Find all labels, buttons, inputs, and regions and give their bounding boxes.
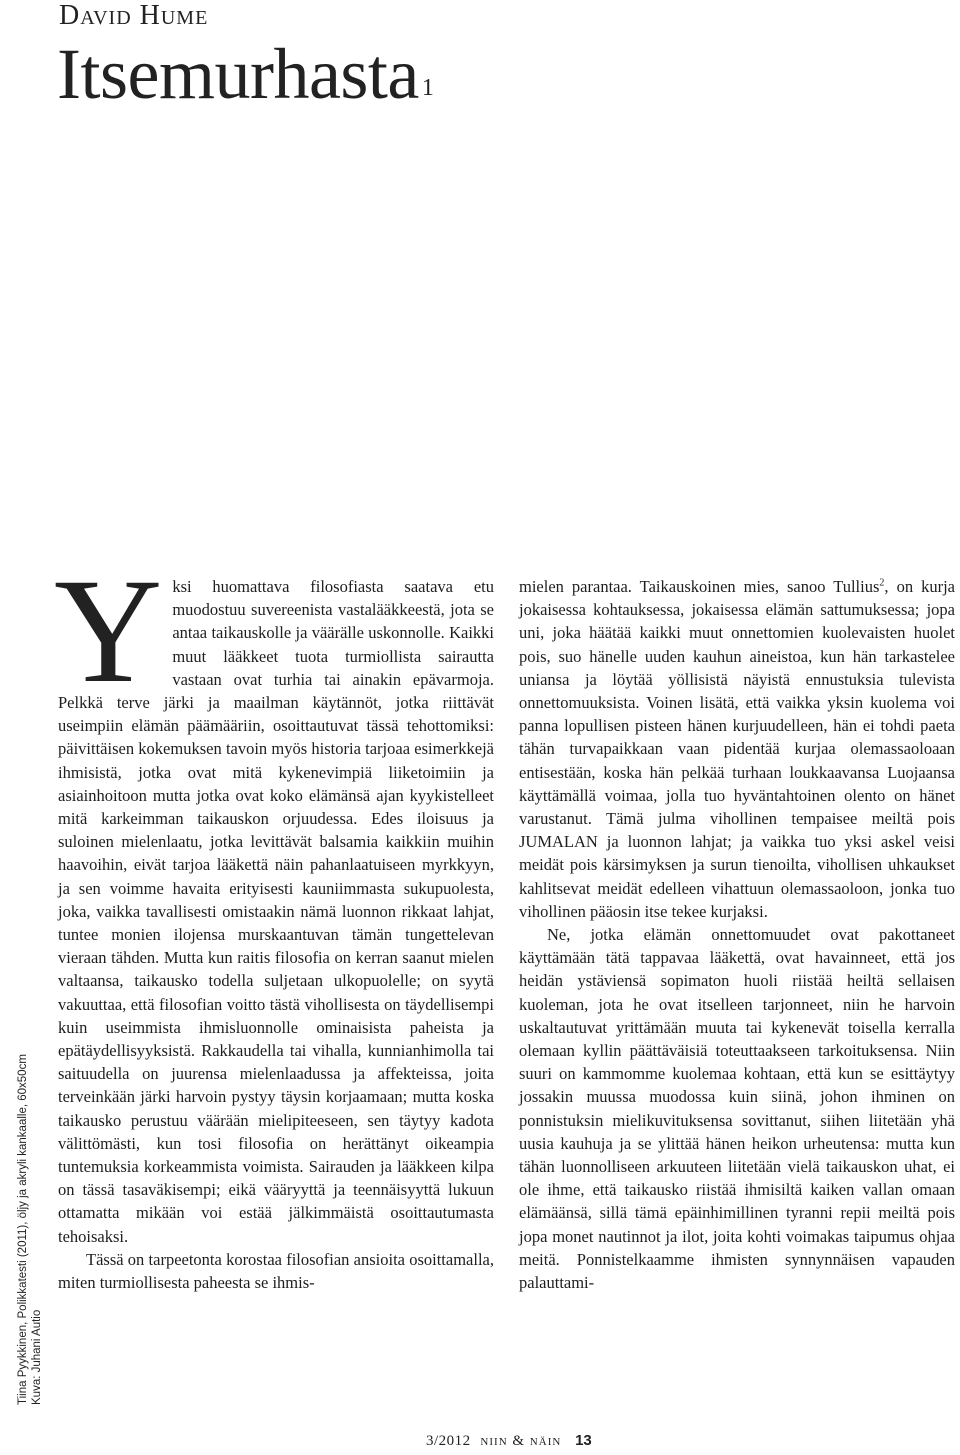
- author-name: David Hume: [59, 0, 209, 31]
- right-paragraph-1-text-a: mielen parantaa. Taikauskoinen mies, sanoo Tullius: [519, 577, 880, 596]
- right-paragraph-1-text-b: , on kurja jokaisessa kohtauksessa, jokaisessa elämän sattumuksessa; jopa uni, joka häätää kaikki muut onnettomien kuolevaisten huolet pois, suo hänelle uuden kauhun aineistoa, kun hän tarkastelee uniansa ja löytää yöllisistä näyistä ennustuksia tulevista onnettomuuksista. Voinen lisätä, että vaikka yksin kuolema voi panna lopullisen pisteen hänen kurjuudelleen, hän ei tohdi paeta tähän turvapaikkaan vaan pidentää kurjaa olemassaoloaan entisestään, koska hän pelkää turhaan loukkaavansa Luojaansa käyttämällä voimaa, jolla tuo hyväntahtoinen olento on hänet varustanut. Tämä julma vihollinen tempaisee meiltä pois JUMALAN ja luonnon lahjat; ja vaikka tuo yksi askel veisi meidät pois kärsimyksen ja surun tienoilta, vihollisen uhkaukset kahlitsevat meidät edelleen vihattuun olemassaoloon, jonka tuo vihollinen pääosin itse tekee kurjaksi.: [519, 577, 955, 921]
- page-footer: [426, 1432, 592, 1450]
- left-column: [54, 548, 494, 1294]
- right-paragraph-2: Ne, jotka elämän onnettomuudet ovat pakottaneet käyttämään tätä tappavaa lääkettä, ovat havainneet, että jos heidän ystäviensä sopimaton huoli riistää heiltä sellaisen kuoleman, jota he ovat itselleen tarjonneet, niin he harvoin uskaltautuvat yrittämään muuta tai kykenevät toisella kerralla olemaan kyllin päättäväisiä toteuttaakseen tarkoituksensa. Niin suuri on kammomme kuolemaa kohtaan, että kun se esittäytyy jossakin muussa muodossa kuin siinä, johon ihminen on ponnistuksin mielikuvituksensa sovittanut, siihen liitetään yhä uusia kauhuja ja se ylittää hänen heikon urheutensa: mutta kun tähän luonnolliseen arkuuteen liitetään vielä taikauskon uhat, ei ole ihme, että taikausko riistää ihmisiltä kaiken vallan omaan elämäänsä, sillä tämä epäinhimillinen tyranni repii meiltä pois jopa monet nautinnot ja ilot, joita kohti voimakas taipumus ohjaa meitä. Ponnistelkaamme ihmisten synnynnäisen vapauden palauttami-: [519, 925, 955, 1293]
- title-text: Itsemurhasta: [57, 34, 419, 114]
- title-footnote-ref: 1: [421, 75, 434, 101]
- drop-cap: Y: [54, 548, 163, 714]
- left-paragraph-1: [54, 548, 494, 1248]
- right-column: [519, 575, 955, 1294]
- footnote-ref-2: 2: [879, 577, 885, 589]
- left-paragraph-2: Tässä on tarpeetonta korostaa filosofian ansioita osoittamalla, miten turmiollisesta paheesta se ihmis-: [58, 1249, 494, 1293]
- issue-number: 3/2012: [426, 1433, 471, 1449]
- article-title: [57, 34, 433, 114]
- credit-artwork: Tiina Pyykkinen, Polikkatesti (2011), öljy ja akryli kankaalle, 60x50cm: [17, 1054, 29, 1405]
- credit-photo: Kuva: Juhani Autio: [31, 1309, 43, 1405]
- right-paragraph-1: [519, 575, 955, 923]
- left-paragraph-1-text: ksi huomattava filosofiasta saatava etu muodostuu suvereenista vastalääkkeestä, jota se antaa taikauskolle ja väärälle uskonnolle. Kaikki muut lääkkeet tuota turmiollista sairautta vastaan ovat turhia tai ainakin epävarmoja. Pelkkä terve järki ja maailman käytännöt, jotka riittävät useimpiin elämän päämääriin, osoittautuvat tässä tehottomiksi: päivittäisen kokemuksen tavoin myös historia tarjoaa esimerkkejä ihmisistä, jotka ovat mitä kykenevimpiä liiketoimiin ja asiainhoitoon mutta jotka ovat koko elämänsä ajan kyykistelleet mitä karkeimman taikauskon orjuudessa. Edes iloisuus ja suloinen mielenlaatu, jotka levittävät balsamia kaikkiin muihin haavoihin, eivät tarjoa lääkettä näin pahanlaatuiseen myrkkyyn, ja sen voimme havaita erityisesti kauniimmasta sukupuolesta, joka, vaikka tavallisesti omistaakin nämä luonnon rikkaat lahjat, tuntee monien ilojensa murskaantuvan tämän tungettelevan vieraan tähden. Mutta kun raitis filosofia on kerran saanut mielen valtaansa, taikausko todella suljetaan ulkopuolelle; on syytä vakuuttaa, että filosofian voitto tästä vihollisesta on täydellisempi kuin useimmista ihmisluonnolle ominaisista paheista ja epätäydellisyyksistä. Rakkaudella tai vihalla, kunnianhimolla tai saituudella on juurensa mielenlaadussa ja affekteissa, joita terveinkään järki harvoin pystyy täysin korjaamaan; mutta koska taikausko perustuu väärään mielipiteeseen, sen täytyy kadota välittömästi, kun tosi filosofia on herättänyt oikeampia tuntemuksia korkeammista voimista. Sairauden ja lääkkeen kilpa on tässä tasaväkisempi; eikä vääryyttä ja teennäisyyttä lukuun ottamatta mikään voi estää jälkimmäistä osoittautumasta tehoisaksi.: [58, 577, 494, 1246]
- magazine-name: niin & näin: [480, 1433, 562, 1449]
- image-credit: [16, 1054, 44, 1405]
- page-number: 13: [575, 1432, 592, 1449]
